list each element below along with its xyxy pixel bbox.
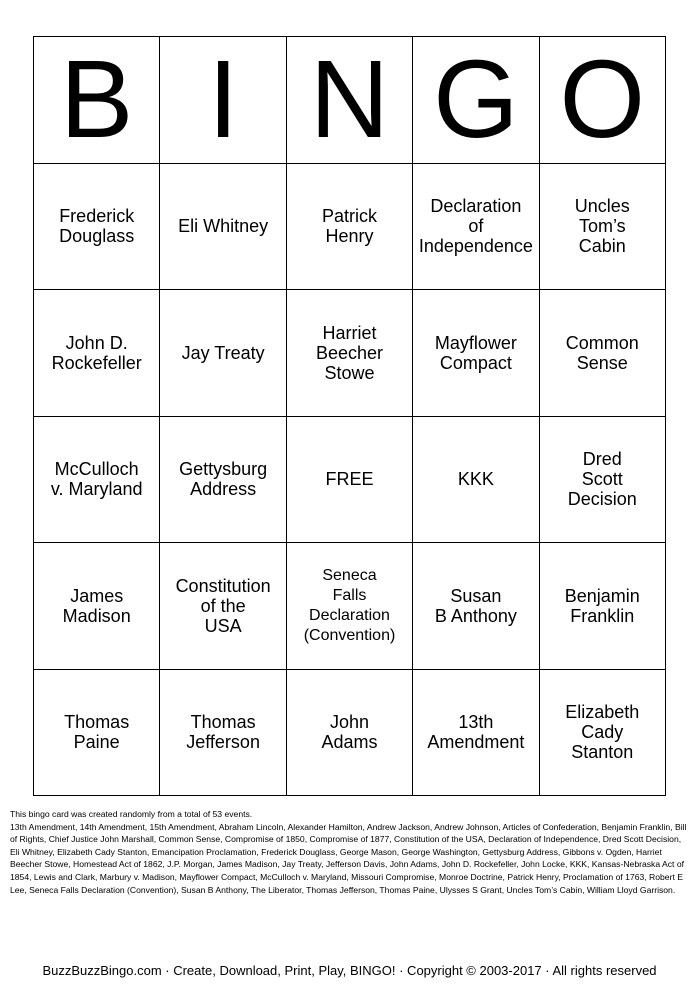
bingo-cell: Harriet Beecher Stowe [287, 290, 413, 417]
bingo-cell: McCulloch v. Maryland [34, 417, 160, 544]
bingo-cell: Patrick Henry [287, 164, 413, 291]
bingo-cell: Eli Whitney [160, 164, 286, 291]
site-credit: BuzzBuzzBingo.com · Create, Download, Print, Play, BINGO! · Copyright © 2003-2017 · All rights reserved [42, 963, 657, 978]
bingo-cell: Uncles Tom’s Cabin [540, 164, 666, 291]
bingo-cell: John Adams [287, 670, 413, 797]
bingo-cell: Common Sense [540, 290, 666, 417]
free-space-cell: FREE [287, 417, 413, 544]
bingo-cell: Constitution of the USA [160, 543, 286, 670]
bingo-cell: Jay Treaty [160, 290, 286, 417]
header-letter-i: I [160, 37, 286, 164]
bingo-cell: Seneca Falls Declaration (Convention) [287, 543, 413, 670]
bingo-cell: Susan B Anthony [413, 543, 539, 670]
bingo-cell: Declaration of Independence [413, 164, 539, 291]
bingo-cell: 13th Amendment [413, 670, 539, 797]
header-letter-n: N [287, 37, 413, 164]
header-letter-b: B [34, 37, 160, 164]
event-list-footer [10, 808, 692, 896]
footer-event-list: 13th Amendment, 14th Amendment, 15th Amendment, Abraham Lincoln, Alexander Hamilton, Andrew Jackson, Andrew Johnson, Articles of Confederation, Benjamin Franklin, Bill of Rights, Chief Justice John Marshall, Common Sense, Compromise of 1850, Compromise of 1877, Constitution of the USA, Declaration of Independence, Dred Scott Decision, Eli Whitney, Elizabeth Cady Stanton, Emancipation Proclamation, Frederick Douglass, George Mason, George Washington, Gettysburg Address, Gibbons v. Ogden, Harriet Beecher Stowe, Homestead Act of 1862, J.P. Morgan, James Madison, Jay Treaty, Jefferson Davis, John Adams, John D. Rockefeller, John Locke, KKK, Kansas-Nebraska Act of 1854, Lewis and Clark, Marbury v. Madison, Mayflower Compact, McCulloch v. Maryland, Missouri Compromise, Monroe Doctrine, Patrick Henry, Proclamation of 1763, Robert E Lee, Seneca Falls Declaration (Convention), Susan B Anthony, The Liberator, Thomas Jefferson, Thomas Paine, Ulysses S Grant, Uncles Tom’s Cabin, William Lloyd Garrison. [10, 821, 687, 895]
header-letter-g: G [413, 37, 539, 164]
bingo-cell: James Madison [34, 543, 160, 670]
bingo-cell: Mayflower Compact [413, 290, 539, 417]
bingo-cell: Dred Scott Decision [540, 417, 666, 544]
bingo-cell: Elizabeth Cady Stanton [540, 670, 666, 797]
bingo-cell: Thomas Paine [34, 670, 160, 797]
bingo-cell: Gettysburg Address [160, 417, 286, 544]
bingo-cell: Thomas Jefferson [160, 670, 286, 797]
bingo-card [33, 36, 666, 796]
bingo-cell: KKK [413, 417, 539, 544]
bingo-cell: John D. Rockefeller [34, 290, 160, 417]
bingo-cell: Frederick Douglass [34, 164, 160, 291]
footer-intro: This bingo card was created randomly from a total of 53 events. [10, 809, 253, 819]
bingo-cell: Benjamin Franklin [540, 543, 666, 670]
header-letter-o: O [540, 37, 666, 164]
